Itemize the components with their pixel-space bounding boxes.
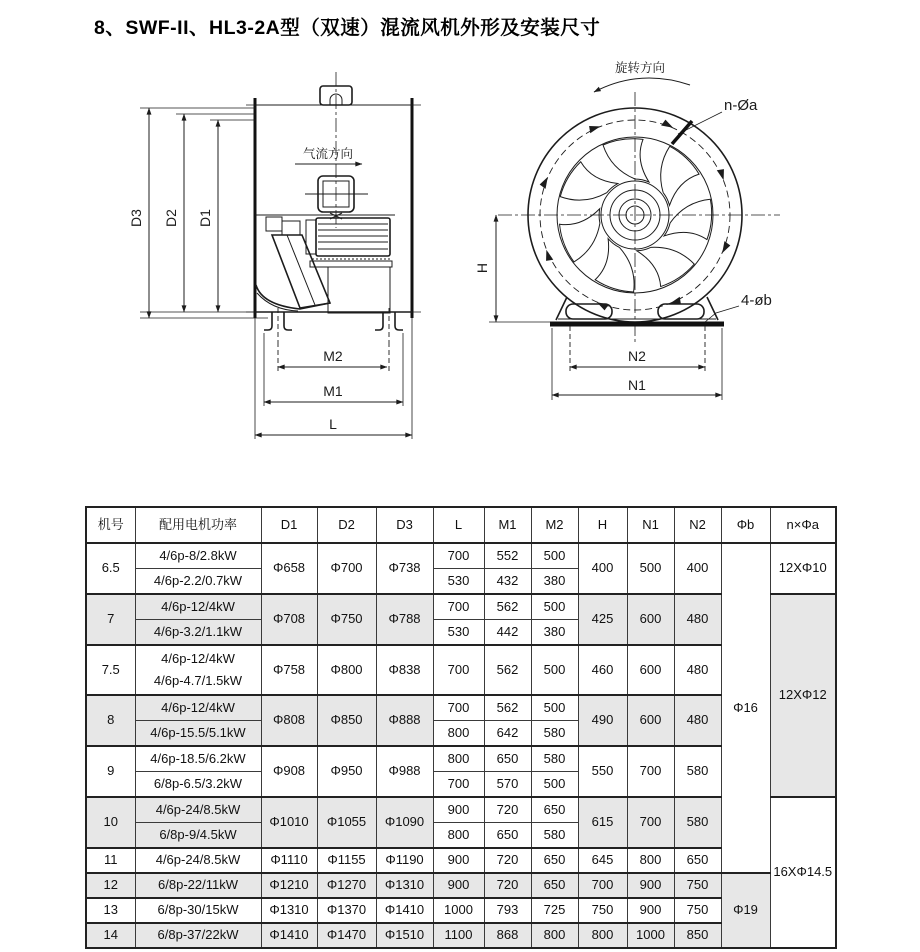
cell: 9: [86, 746, 135, 797]
cell: Φ1510: [376, 923, 433, 948]
column-header: n×Φa: [770, 507, 836, 543]
cell: Φ1210: [261, 873, 317, 898]
cell: Φ1410: [376, 898, 433, 923]
cell: Φ758: [261, 645, 317, 695]
cell: Φ1310: [261, 898, 317, 923]
cell: 720: [484, 797, 531, 823]
base-bolt-annotation: [705, 292, 772, 322]
cell: 4/6p-2.2/0.7kW: [135, 569, 261, 595]
column-header: N2: [674, 507, 721, 543]
cell: 650: [484, 823, 531, 849]
column-header: D2: [317, 507, 376, 543]
cell: Φ888: [376, 695, 433, 746]
n1-label: N1: [628, 377, 646, 393]
rotation-annotation: [594, 60, 690, 92]
cell: 600: [627, 645, 674, 695]
cell: 900: [627, 898, 674, 923]
cell: 650: [531, 873, 578, 898]
cell: 642: [484, 721, 531, 747]
cell: Φ950: [317, 746, 376, 797]
cell: 650: [484, 746, 531, 772]
cell: 570: [484, 772, 531, 798]
cell: 530: [433, 569, 484, 595]
cell: 645: [578, 848, 627, 873]
cell: Φ838: [376, 645, 433, 695]
cell: 500: [531, 594, 578, 620]
cell: 1000: [433, 898, 484, 923]
cell: 750: [674, 898, 721, 923]
cell: 562: [484, 695, 531, 721]
m2-label: M2: [323, 348, 343, 364]
cell: Φ750: [317, 594, 376, 645]
cell: 580: [531, 823, 578, 849]
cell: Φ700: [317, 543, 376, 594]
cell: 500: [531, 543, 578, 569]
cell: 6.5: [86, 543, 135, 594]
cell: 615: [578, 797, 627, 848]
cell: 13: [86, 898, 135, 923]
cell: Φ1470: [317, 923, 376, 948]
cell: 4/6p-24/8.5kW: [135, 848, 261, 873]
cell: Φ16: [721, 543, 770, 873]
cell: Φ738: [376, 543, 433, 594]
cell: 4/6p-8/2.8kW: [135, 543, 261, 569]
cell: 6/8p-6.5/3.2kW: [135, 772, 261, 798]
cell: 460: [578, 645, 627, 695]
cell: 500: [531, 695, 578, 721]
cell: Φ1155: [317, 848, 376, 873]
n2-label: N2: [628, 348, 646, 364]
cell: 380: [531, 569, 578, 595]
table-row: [86, 543, 836, 569]
cell: 11: [86, 848, 135, 873]
cell: 800: [627, 848, 674, 873]
table-row: [86, 873, 836, 898]
cell: 442: [484, 620, 531, 646]
cell: 750: [578, 898, 627, 923]
m1-label: M1: [323, 383, 343, 399]
cell: 800: [531, 923, 578, 948]
cell: 580: [531, 746, 578, 772]
cell: 4/6p-24/8.5kW: [135, 797, 261, 823]
cell: Φ1190: [376, 848, 433, 873]
airflow-label: 气流方向: [302, 147, 354, 161]
cell: 650: [674, 848, 721, 873]
cell: 500: [531, 772, 578, 798]
cell: 700: [433, 543, 484, 569]
cell: 700: [433, 772, 484, 798]
cell: 900: [433, 873, 484, 898]
column-header: N1: [627, 507, 674, 543]
column-header: M1: [484, 507, 531, 543]
cell: Φ908: [261, 746, 317, 797]
cell: 580: [674, 797, 721, 848]
rotation-arrow: [594, 78, 690, 92]
cell: 800: [433, 721, 484, 747]
column-header: 机号: [86, 507, 135, 543]
cell: 4/6p-12/4kW: [135, 594, 261, 620]
cell: 1000: [627, 923, 674, 948]
front-view-drawing: [470, 50, 800, 410]
cell: 500: [531, 645, 578, 695]
cell: Φ988: [376, 746, 433, 797]
cell: 900: [627, 873, 674, 898]
header-row: [86, 507, 836, 543]
cell: Φ788: [376, 594, 433, 645]
cell: [135, 645, 261, 695]
column-header: 配用电机功率: [135, 507, 261, 543]
n-phi-a-label: n-Øa: [724, 97, 758, 114]
cell: 425: [578, 594, 627, 645]
power-line: 4/6p-12/4kW: [161, 651, 235, 666]
diameter-dimensions: [128, 108, 268, 318]
cell: 700: [433, 695, 484, 721]
cell: 380: [531, 620, 578, 646]
cell: 7.5: [86, 645, 135, 695]
cell: Φ1370: [317, 898, 376, 923]
cell: 720: [484, 873, 531, 898]
cell: Φ850: [317, 695, 376, 746]
cell: 6/8p-9/4.5kW: [135, 823, 261, 849]
cell: 725: [531, 898, 578, 923]
cell: 868: [484, 923, 531, 948]
cell: 720: [484, 848, 531, 873]
cell: 850: [674, 923, 721, 948]
cell: Φ1010: [261, 797, 317, 848]
column-header: D3: [376, 507, 433, 543]
bottom-dimensions: [255, 318, 412, 439]
front-dimensions: [474, 215, 722, 400]
cell: 900: [433, 848, 484, 873]
centerlines: [498, 92, 780, 345]
cell: Φ1110: [261, 848, 317, 873]
spec-table: [85, 506, 837, 949]
cell: 400: [578, 543, 627, 594]
column-header: M2: [531, 507, 578, 543]
cell: Φ1055: [317, 797, 376, 848]
cell: 600: [627, 594, 674, 645]
d2-label: D2: [163, 209, 179, 227]
cell: Φ800: [317, 645, 376, 695]
column-header: L: [433, 507, 484, 543]
page-title: 8、SWF-II、HL3-2A型（双速）混流风机外形及安装尺寸: [94, 17, 601, 39]
cell: Φ19: [721, 873, 770, 948]
cell: 580: [531, 721, 578, 747]
h-label: H: [474, 262, 490, 274]
cell: 4/6p-12/4kW: [135, 695, 261, 721]
cell: 6/8p-37/22kW: [135, 923, 261, 948]
cell: 700: [578, 873, 627, 898]
cell: Φ1410: [261, 923, 317, 948]
l-label: L: [329, 416, 337, 432]
cell: 14: [86, 923, 135, 948]
column-header: Φb: [721, 507, 770, 543]
cell: 6/8p-30/15kW: [135, 898, 261, 923]
d3-label: D3: [128, 209, 144, 227]
cell: Φ1270: [317, 873, 376, 898]
cell: 16XΦ14.5: [770, 797, 836, 948]
cell: 10: [86, 797, 135, 848]
cell: 500: [627, 543, 674, 594]
fan-casing: [246, 72, 421, 318]
cell: Φ658: [261, 543, 317, 594]
cell: 12XΦ10: [770, 543, 836, 594]
cell: 562: [484, 594, 531, 620]
cell: 480: [674, 645, 721, 695]
cell: 12XΦ12: [770, 594, 836, 797]
cell: 800: [433, 823, 484, 849]
cell: 700: [433, 594, 484, 620]
cell: 6/8p-22/11kW: [135, 873, 261, 898]
rotation-label: 旋转方向: [614, 61, 666, 75]
cell: 793: [484, 898, 531, 923]
cell: Φ808: [261, 695, 317, 746]
cell: 490: [578, 695, 627, 746]
cell: Φ1310: [376, 873, 433, 898]
cell: 1100: [433, 923, 484, 948]
cell: 650: [531, 797, 578, 823]
cell: 900: [433, 797, 484, 823]
motor-assembly: [255, 176, 395, 313]
cell: 7: [86, 594, 135, 645]
cell: 580: [674, 746, 721, 797]
cell: 12: [86, 873, 135, 898]
cell: Φ1090: [376, 797, 433, 848]
cell: 700: [433, 645, 484, 695]
cell: 4/6p-18.5/6.2kW: [135, 746, 261, 772]
cell: 4/6p-15.5/5.1kW: [135, 721, 261, 747]
cell: 530: [433, 620, 484, 646]
cell: 600: [627, 695, 674, 746]
cell: 750: [674, 873, 721, 898]
cell: 700: [627, 746, 674, 797]
cell: 8: [86, 695, 135, 746]
airflow-annotation: [295, 146, 362, 164]
cell: 700: [627, 797, 674, 848]
cell: 800: [578, 923, 627, 948]
cell: 550: [578, 746, 627, 797]
d1-label: D1: [197, 209, 213, 227]
cell: 480: [674, 594, 721, 645]
cell: 480: [674, 695, 721, 746]
side-view-drawing: [100, 55, 475, 450]
cell: Φ708: [261, 594, 317, 645]
cell: 432: [484, 569, 531, 595]
cell: 400: [674, 543, 721, 594]
column-header: H: [578, 507, 627, 543]
cell: 4/6p-3.2/1.1kW: [135, 620, 261, 646]
cell: 562: [484, 645, 531, 695]
column-header: D1: [261, 507, 317, 543]
cell: 552: [484, 543, 531, 569]
cell: 650: [531, 848, 578, 873]
power-line: 4/6p-4.7/1.5kW: [153, 673, 243, 688]
four-phi-b-label: 4-øb: [741, 292, 772, 309]
cell: 800: [433, 746, 484, 772]
